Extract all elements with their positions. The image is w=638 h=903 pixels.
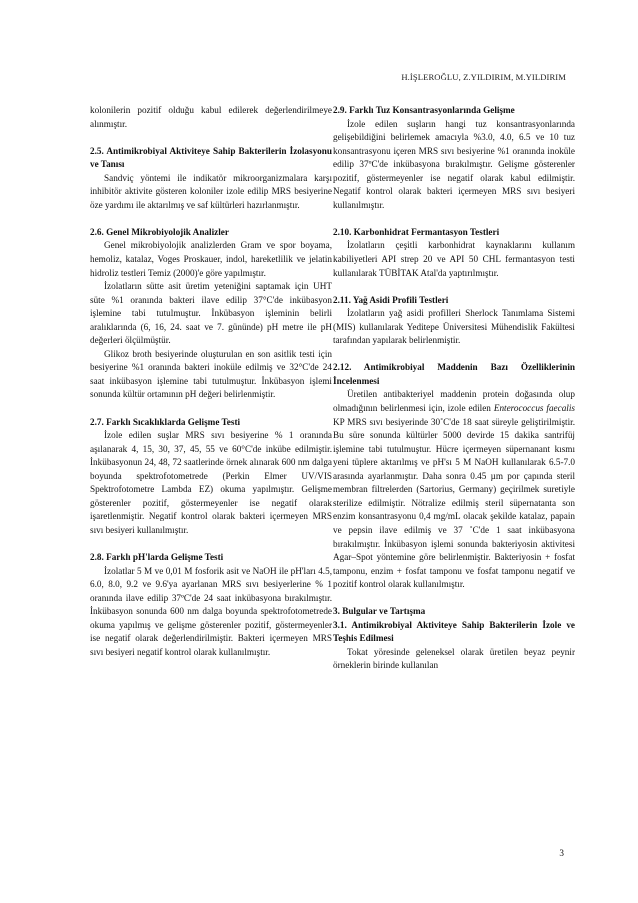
section-2-9 xyxy=(333,104,575,212)
section-2-8 xyxy=(90,551,332,659)
paragraph: Genel mikrobiyolojik analizlerden Gram ve spor boyama, hemoliz, katalaz, Voges Proskauer, indol, hareketlilik ve jelatin hidroliz testleri Temiz (2000)'e göre yapılmıştır. xyxy=(90,240,332,278)
paragraph: İzole edilen suşların hangi tuz konsantrasyonlarında gelişebildiğini belirlemek amacıyla %3.0, 4.0, 6.5 ve 10 tuz konsantrasyonu içeren MRS sıvı besiyerine %1 oranında inoküle edilip 37ºC'de inkübasyona bırakılmıştır. Gelişme gösterenler pozitif, göstermeyenler ise negatif olarak kabul edilmiştir. Negatif kontrol olarak bakteri içermeyen MRS sıvı besiyeri kullanılmıştır. xyxy=(333,118,575,210)
right-column xyxy=(333,104,575,673)
intro-paragraph: kolonilerin pozitif olduğu kabul edilerek değerlendirilmeye alınmıştır. xyxy=(90,105,332,129)
text-run: Üretilen antibakteriyel maddenin protein doğasında olup olmadığının belirlenmesi için, izole edilen xyxy=(333,389,575,414)
section-2-12 xyxy=(333,361,575,591)
paragraph: Sandviç yöntemi ile indikatör mikroorganizmalara karşı inhibitör aktivite gösteren koloniler izole edilip MRS besiyerine öze yardımı ile aktarılmış ve saf kültürleri hazırlanmıştır. xyxy=(90,172,332,210)
section-2-5 xyxy=(90,145,332,213)
paragraph: İzolatların yağ asidi profilleri Sherlock Tanımlama Sistemi (MIS) kullanılarak Yeditepe Üniversitesi Mühendislik Fakültesi tarafından yapılarak belirlenmiştir. xyxy=(333,308,575,346)
paragraph: İzolatlar 5 M ve 0,01 M fosforik asit ve NaOH ile pH'ları 4.5, 6.0, 8.0, 9.2 ve 9.6'ya ayarlanan MRS sıvı besiyerlerine % 1 oranında ilave edilip 37ºC'de 24 saat inkübasyona bırakılmıştır. İnkübasyon sonunda 600 nm dalga boyunda spektrofotometrede okuma yapılmış ve gelişme gösterenler pozitif, göstermeyenler ise negatif olarak değerlendirilmiştir. Bakteri içermeyen MRS sıvı besiyeri negatif kontrol olarak kullanılmıştır. xyxy=(90,565,332,657)
paragraph: İzole edilen suşlar MRS sıvı besiyerine % 1 oranında aşılanarak 4, 15, 30, 37, 45, 55 ve 60°C'de inkübe edilmiştir. İnkübasyonun 24, 48, 72 saatlerinde örnek alınarak 600 nm dalga boyunda spektrofotometrede (Perkin Elmer UV/VIS Spektrofotometre Lambda EZ) okuma yapılmıştır. Gelişme gösterenler pozitif, göstermeyenler ise negatif olarak işaretlenmiştir. Negatif kontrol olarak bakteri içermeyen MRS sıvı besiyeri kullanılmıştır. xyxy=(90,430,332,535)
section-heading: 2.12. Antimikrobiyal Maddenin Bazı Özelliklerinin İncelenmesi xyxy=(333,362,575,386)
section-heading: 2.7. Farklı Sıcaklıklarda Gelişme Testi xyxy=(90,416,241,427)
section-2-10 xyxy=(333,226,575,280)
page-number: 3 xyxy=(559,848,564,858)
section-2-11 xyxy=(333,294,575,348)
section-2-6 xyxy=(90,226,332,402)
section-heading: 2.11. Yağ Asidi Profili Testleri xyxy=(333,294,449,305)
section-heading: 2.6. Genel Mikrobiyolojik Analizler xyxy=(90,226,229,237)
section-heading: 2.10. Karbonhidrat Fermantasyon Testleri xyxy=(333,226,500,237)
left-column xyxy=(90,104,332,659)
section-heading: 3. Bulgular ve Tartışma xyxy=(333,606,426,617)
paragraph: Tokat yöresinde geleneksel olarak üretilen beyaz peynir örneklerin birinde kullanılan xyxy=(333,646,575,671)
subsection-heading: 3.1. Antimikrobiyal Aktiviteye Sahip Bakterilerin İzole ve Teşhis Edilmesi xyxy=(333,619,575,644)
section-heading: 2.9. Farklı Tuz Konsantrasyonlarında Gelişme xyxy=(333,105,515,115)
species-name: Enterococcus faecalis xyxy=(493,403,575,414)
paragraph xyxy=(333,388,575,591)
paragraph: İzolatların çeşitli karbonhidrat kaynaklarını kullanım kabiliyetleri API strep 20 ve API 50 CHL fermantasyon testi kullanılarak TÜBİTAK Atal'da yaptırılmıştır. xyxy=(333,240,575,278)
section-heading: 2.5. Antimikrobiyal Aktiviteye Sahip Bakterilerin İzolasyonu ve Tanısı xyxy=(90,145,332,170)
paragraph: İzolatların sütte asit üretim yeteniğini saptamak için UHT süte %1 oranında bakteri ilave edilip 37°C'de inkübasyon işlemine tabi tutulmuştur. İnkübasyon işleminin belirli aralıklarında (6, 16, 24. saat ve 7. gününde) pH metre ile pH değerleri ölçülmüştür. xyxy=(90,281,332,346)
section-2-7 xyxy=(90,416,332,538)
text-run: KP MRS sıvı besiyerinde 30˚C'de 18 saat süreyle geliştirilmiştir. Bu süre sonunda kültürler 5000 devirde 15 dakika santrifüj işlemine tabi tutulmuştur. Hücre içermeyen süpernanant kısmı yeni tüplere aktarılmış ve pH'sı 5 M NaOH kullanılarak 6.5-7.0 arasında ayarlanmıştır. Daha sonra 0.45 µm por çapında steril membran filtrelerden (Sartorius, Germany) geçirilmek suretiyle sterilize edilmiştir. Nötralize edilmiş steril süpernatanta son enzim konsantrasyonu 0,4 mg/mL olacak şekilde katalaz, papain ve pepsin ilave edilmiş ve 37 ˚C'de 1 saat inkübasyona bırakılmıştır. İnkübasyon işlemi sonunda bakteriyosin aktivitesi Agar–Spot yöntemine göre belirlenmiştir. Bakteriyosin + fosfat tamponu, enzim + fosfat tamponu ve fosfat tamponu negatif ve pozitif kontrol olarak kullanılmıştır. xyxy=(333,416,575,590)
paragraph: Glikoz broth besiyerinde oluşturulan en son asitlik testi için besiyerine %1 oranında bakteri inoküle edilmiş ve 32°C'de 24 saat inkübasyon işlemine tabi tutulmuştur. İnkübasyon işlemi sonunda kültür ortamının pH değeri belirlenmiştir. xyxy=(90,348,332,400)
running-header: H.İŞLEROĞLU, Z.YILDIRIM, M.YILDIRIM xyxy=(401,72,566,82)
section-3 xyxy=(333,605,575,673)
section-heading: 2.8. Farklı pH'larda Gelişme Testi xyxy=(90,552,224,563)
